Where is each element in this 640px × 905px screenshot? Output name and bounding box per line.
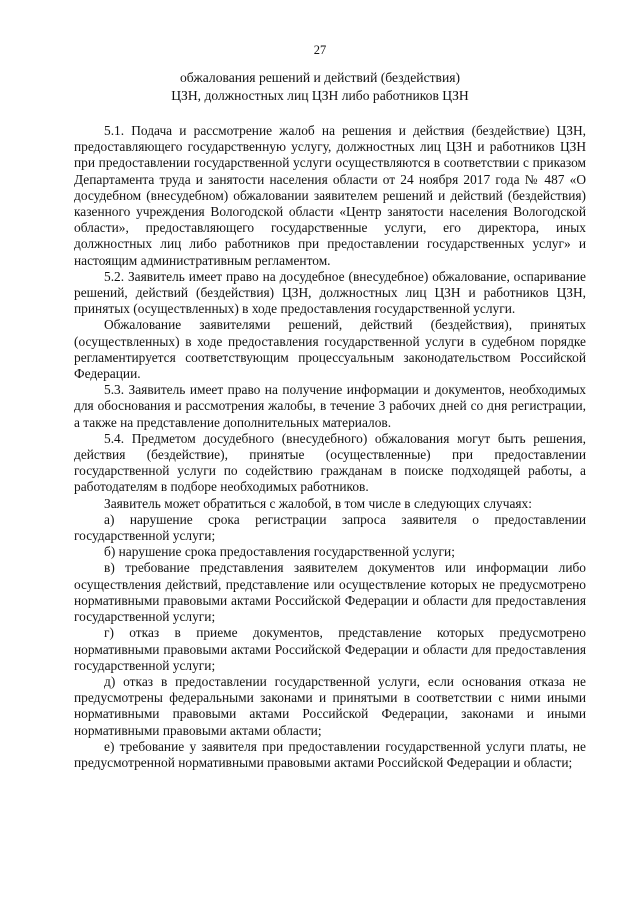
list-item-g: г) отказ в приеме документов, представление которых предусмотрено нормативными правовыми актами Российской Федерации и области для предоставления государственной услуги;	[74, 625, 586, 673]
paragraph-5-3: 5.3. Заявитель имеет право на получение информации и документов, необходимых для обоснования и рассмотрения жалобы, в течение 3 рабочих дней со дня регистрации, а также на представление дополнительных материалов.	[74, 382, 586, 430]
page-number: 27	[313, 43, 327, 57]
list-item-b: б) нарушение срока предоставления государственной услуги;	[104, 544, 455, 560]
list-item-e: е) требование у заявителя при предоставлении государственной услуги платы, не предусмотренной нормативными правовыми актами Российской Федерации и области;	[74, 738, 586, 770]
section-heading	[60, 69, 580, 104]
paragraph-cases-intro: Заявитель может обратиться с жалобой, в том числе в следующих случаях:	[104, 495, 532, 511]
list-item-v: в) требование представления заявителем документов или информации либо осуществления действий, представление или осуществление которых не предусмотрено нормативными правовыми актами Российской Федерации и области для предоставления государственной услуги;	[74, 560, 586, 625]
paragraph-5-2: 5.2. Заявитель имеет право на досудебное (внесудебное) обжалование, оспаривание решений, действий (бездействия) ЦЗН, должностных лиц ЦЗН и работников ЦЗН, принятых (осуществленных) в ходе предоставления государственной услуги.	[74, 268, 586, 317]
list-item-a: а) нарушение срока регистрации запроса заявителя о предоставлении государственной услуги;	[74, 511, 586, 544]
paragraph-5-1: 5.1. Подача и рассмотрение жалоб на решения и действия (бездействие) ЦЗН, предоставляющего государственную услугу, должностных лиц ЦЗН и работников ЦЗН при предоставлении государственной услуги осуществляются в соответствии с приказом Департамента труда и занятости населения области от 24 ноября 2017 года № 487 «О досудебном (внесудебном) обжаловании заявителем решений и действий (бездействия) казенного учреждения Вологодской области «Центр занятости населения Вологодской области», предоставляющего государственные услуги, его директора, иных должностных лиц либо работников при предоставлении государственных услуг» и настоящим административным регламентом.	[74, 123, 586, 268]
list-item-d: д) отказ в предоставлении государственной услуги, если основания отказа не предусмотрены федеральными законами и принятыми в соответствии с ними иными нормативными правовыми актами Российской Федерации, законами и иными нормативными правовыми актами области;	[74, 673, 586, 738]
paragraph-judicial-appeal: Обжалование заявителями решений, действий (бездействия), принятых (осуществленных) в ходе предоставления государственной услуги в судебном порядке регламентируется соответствующим процессуальным законодательством Российской Федерации.	[74, 317, 586, 382]
section-heading-line-1: обжалования решений и действий (бездействия)	[179, 70, 461, 85]
section-heading-line-2: ЦЗН, должностных лиц ЦЗН либо работников ЦЗН	[171, 87, 469, 103]
paragraph-5-4: 5.4. Предметом досудебного (внесудебного) обжалования могут быть решения, действия (бездействие), принятые (осуществленные) при предоставлении государственной услуги по содействию гражданам в поиске подходящей работы, а работодателям в подборе необходимых работников.	[74, 430, 586, 495]
body-text	[74, 123, 586, 771]
